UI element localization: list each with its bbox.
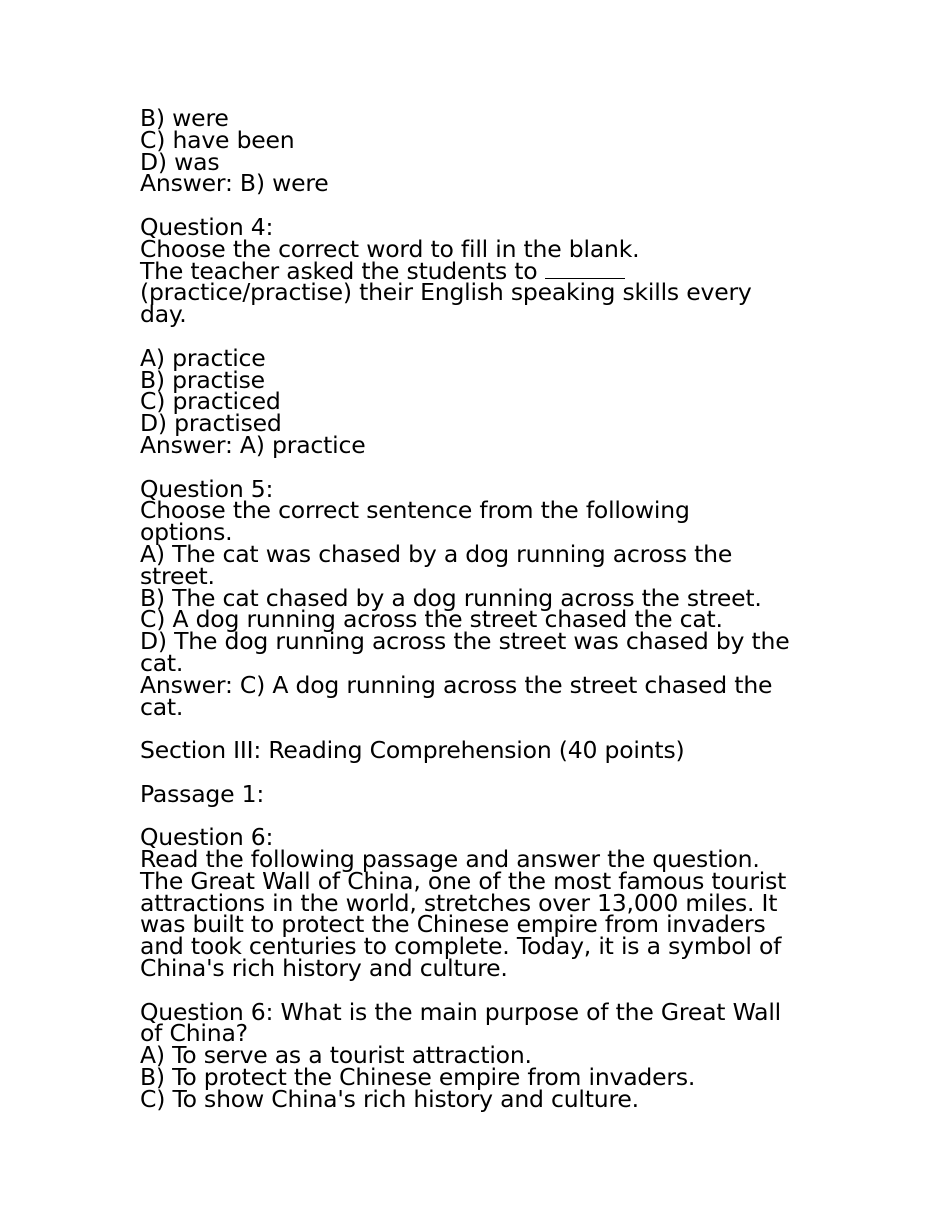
q5-answer-line-1: Answer: C) A dog running across the street chased the [140,670,773,699]
q4-stem-line-3: day. [140,300,187,329]
q5-option-d-line-1: D) The dog running across the street was chased by the [140,627,790,656]
q5-option-c: C) A dog running across the street chased the cat. [140,605,723,634]
q6-option-c: C) To show China's rich history and culture. [140,1084,639,1113]
q4-option-b: B) practise [140,365,265,394]
passage-line: and took centuries to complete. Today, it is a symbol of [140,932,782,961]
q5-option-d-line-2: cat. [140,648,184,677]
q3-option-d: D) was [140,147,220,176]
q6-question-line-1: Question 6: What is the main purpose of the Great Wall [140,997,781,1026]
q4-stem-text: The teacher asked the students to [140,256,538,285]
q5-answer-line-2: cat. [140,692,184,721]
document-page [140,104,820,1113]
q5-instruction-line-2: options. [140,518,233,547]
section-3-heading: Section III: Reading Comprehension (40 points) [140,736,685,765]
q6-heading: Question 6: [140,823,274,852]
passage-line: The Great Wall of China, one of the most famous tourist [140,866,787,895]
passage-line: China's rich history and culture. [140,954,508,983]
q4-option-a: A) practice [140,343,266,372]
q6-option-a: A) To serve as a tourist attraction. [140,1041,532,1070]
passage-line: attractions in the world, stretches over 13,000 miles. It [140,888,778,917]
q5-option-b: B) The cat chased by a dog running across the street. [140,583,762,612]
q6-instruction: Read the following passage and answer the question. [140,845,760,874]
q4-answer: Answer: A) practice [140,430,366,459]
q3-option-b: B) were [140,104,229,132]
q6-question-line-2: of China? [140,1019,248,1048]
q6-option-b: B) To protect the Chinese empire from invaders. [140,1063,696,1092]
q5-instruction-line-1: Choose the correct sentence from the following [140,496,690,525]
q4-stem-line-2: (practice/practise) their English speaking skills every [140,278,752,307]
q4-option-c: C) practiced [140,387,281,416]
q4-heading: Question 4: [140,212,274,241]
q4-instruction: Choose the correct word to fill in the blank. [140,234,640,263]
q3-option-c: C) have been [140,125,295,154]
q4-option-d: D) practised [140,409,282,438]
passage-line: was built to protect the Chinese empire from invaders [140,910,766,939]
passage-heading: Passage 1: [140,779,265,808]
q5-option-a-line-1: A) The cat was chased by a dog running across the [140,539,733,568]
q3-answer: Answer: B) were [140,169,329,198]
q5-heading: Question 5: [140,474,274,503]
q5-option-a-line-2: street. [140,561,215,590]
fill-in-blank [545,264,625,279]
